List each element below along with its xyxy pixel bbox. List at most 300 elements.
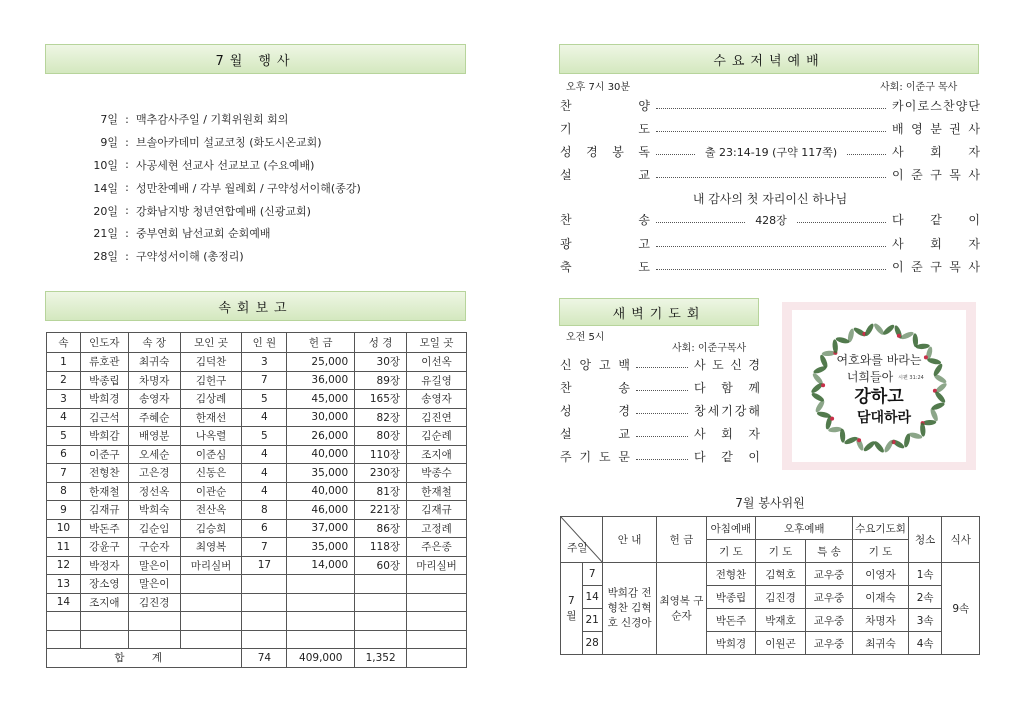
service-value-char: 사 xyxy=(968,168,980,182)
volunteer-clean: 1속 xyxy=(908,563,942,586)
wreath-leaf xyxy=(814,399,826,414)
table-cell: 조지애 xyxy=(407,445,467,464)
dawn-value xyxy=(694,425,760,442)
report-banner xyxy=(45,291,466,321)
table-cell: 이선옥 xyxy=(407,353,467,372)
art-ref: 시편 31:24 xyxy=(898,375,924,381)
dawn-value xyxy=(694,448,760,465)
wreath-image xyxy=(792,310,966,462)
event-text: 브솔아카데미 설교코칭 (화도시온교회) xyxy=(136,136,322,150)
sermon-title: 내 감사의 첫 자리이신 하나님 xyxy=(692,192,848,206)
total-label: 합 계 xyxy=(47,649,242,668)
table-cell: 7 xyxy=(242,371,287,390)
table-cell: 김승희 xyxy=(180,519,242,538)
table-cell: 최영복 xyxy=(180,538,242,557)
service-value-char: 이 xyxy=(892,168,904,182)
service-label-char: 기 xyxy=(560,122,572,136)
report-header-cell: 속 xyxy=(47,333,81,353)
total-offering: 409,000 xyxy=(287,649,355,668)
table-cell: 30장 xyxy=(355,353,407,372)
total-empty xyxy=(407,649,467,668)
table-cell: 송영자 xyxy=(128,390,180,409)
service-value-char: 회 xyxy=(930,236,942,251)
table-cell: 4 xyxy=(47,408,81,427)
table-cell: 주혜순 xyxy=(128,408,180,427)
table-cell: 박희감 xyxy=(80,427,128,446)
event-separator: : xyxy=(125,249,129,263)
volunteer-afternoon: 이원곤 xyxy=(756,632,805,655)
wreath-leaf xyxy=(843,435,858,445)
event-item xyxy=(78,176,478,199)
table-cell: 말은이 xyxy=(128,556,180,575)
volunteer-special: 교우중 xyxy=(805,563,852,586)
leader-dots xyxy=(656,246,886,247)
wednesday-prayer-header: 수요기도회 xyxy=(853,517,909,540)
table-row xyxy=(47,630,467,649)
table-cell: 박정자 xyxy=(80,556,128,575)
table-cell: 김순임 xyxy=(128,519,180,538)
guide-header: 안 내 xyxy=(602,517,657,563)
art-line3: 강하고 xyxy=(854,387,904,407)
event-day: 9일 xyxy=(100,136,118,150)
service-label-char: 도 xyxy=(638,260,650,274)
table-cell: 12 xyxy=(47,556,81,575)
dawn-value xyxy=(694,356,760,373)
table-cell: 주은종 xyxy=(407,538,467,557)
service-label-char: 설 xyxy=(560,168,572,182)
table-cell: 나옥렬 xyxy=(180,427,242,446)
week-header-label: 주일 xyxy=(567,542,588,554)
service-label-char: 찬 xyxy=(560,99,572,113)
table-cell: 5 xyxy=(47,427,81,446)
table-cell: 45,000 xyxy=(287,390,355,409)
dawn-value-char: 강 xyxy=(734,403,747,418)
dawn-value-char: 기 xyxy=(721,403,733,418)
table-cell: 8 xyxy=(47,482,81,501)
leader-dots xyxy=(636,436,688,437)
service-value-char: 준 xyxy=(911,168,923,182)
event-separator: : xyxy=(125,135,129,149)
dawn-label xyxy=(560,379,630,396)
dawn-item xyxy=(560,353,760,375)
artwork-frame xyxy=(792,310,966,462)
dawn-value-char: 해 xyxy=(748,403,760,418)
table-cell: 26,000 xyxy=(287,427,355,446)
wednesday-prayer-sub: 기 도 xyxy=(853,540,909,563)
leader-dots xyxy=(636,390,688,391)
event-item xyxy=(78,199,478,222)
table-cell: 김순례 xyxy=(407,427,467,446)
art-line4: 담대하라 xyxy=(856,410,912,426)
wednesday-banner xyxy=(559,44,979,74)
table-cell: 고은경 xyxy=(128,464,180,483)
table-row xyxy=(561,563,980,586)
dawn-label xyxy=(560,402,630,419)
table-cell: 박종립 xyxy=(80,371,128,390)
report-header-row xyxy=(47,333,467,353)
table-cell: 3 xyxy=(242,353,287,372)
service-value-char: 구 xyxy=(930,260,942,274)
table-cell xyxy=(355,575,407,594)
event-text: 사공세현 선교사 선교보고 (수요예배) xyxy=(136,158,315,172)
table-cell xyxy=(287,593,355,612)
table-cell xyxy=(128,630,180,649)
meal-header: 식사 xyxy=(942,517,980,563)
service-value-char: 회 xyxy=(930,145,942,159)
wreath-leaf xyxy=(835,336,850,344)
service-label xyxy=(560,120,650,137)
service-value-char: 사 xyxy=(968,260,980,274)
wreath-berry xyxy=(924,355,928,359)
event-day: 7일 xyxy=(100,113,118,127)
event-separator: : xyxy=(125,158,129,172)
dawn-value-char: 이 xyxy=(748,449,760,464)
table-cell: 118장 xyxy=(355,538,407,557)
table-cell: 오세순 xyxy=(128,445,180,464)
table-cell: 박돈주 xyxy=(80,519,128,538)
event-item xyxy=(78,154,478,177)
table-cell: 6 xyxy=(242,519,287,538)
table-cell: 김진경 xyxy=(128,593,180,612)
wednesday-time: 오후 7시 30분 xyxy=(566,82,631,93)
leader-dots xyxy=(656,177,886,178)
afternoon-header: 오후예배 xyxy=(756,517,853,540)
service-value-char: 자 xyxy=(968,145,980,159)
cleaning-header: 청소 xyxy=(908,517,942,563)
table-row xyxy=(47,556,467,575)
table-cell xyxy=(80,630,128,649)
table-row xyxy=(47,593,467,612)
wreath-leaf xyxy=(811,372,824,386)
table-cell: 36,000 xyxy=(287,371,355,390)
service-label-char: 고 xyxy=(638,236,650,251)
table-cell: 110장 xyxy=(355,445,407,464)
dawn-label xyxy=(560,356,630,373)
event-day: 14일 xyxy=(93,181,118,195)
dawn-value-char: 세 xyxy=(707,403,720,418)
table-cell: 80장 xyxy=(355,427,407,446)
dawn-label-char: 설 xyxy=(560,426,572,441)
volunteer-wed: 차명자 xyxy=(853,609,909,632)
month-char: 월 xyxy=(566,609,577,622)
report-header-cell: 모인 곳 xyxy=(180,333,242,353)
leader-dots xyxy=(656,269,886,270)
service-value xyxy=(892,258,980,275)
table-cell: 고정례 xyxy=(407,519,467,538)
leader-dots xyxy=(656,131,886,132)
table-row xyxy=(47,501,467,520)
wreath-leaf xyxy=(810,391,825,403)
events-title: 7월 행사 xyxy=(215,53,296,69)
table-row xyxy=(47,353,467,372)
report-header-cell: 모일 곳 xyxy=(407,333,467,353)
dawn-label-char: 도 xyxy=(598,449,611,464)
service-value xyxy=(892,143,980,160)
table-cell: 김진연 xyxy=(407,408,467,427)
table-cell xyxy=(355,630,407,649)
wreath-berry xyxy=(830,417,834,421)
service-value-char: 로 xyxy=(917,99,930,113)
dawn-item xyxy=(560,445,760,467)
table-cell xyxy=(407,575,467,594)
table-cell: 최귀숙 xyxy=(128,353,180,372)
service-label-char: 양 xyxy=(638,99,650,113)
table-cell: 조지애 xyxy=(80,593,128,612)
event-item xyxy=(78,245,478,268)
dawn-value-char: 사 xyxy=(694,426,706,441)
table-cell: 81장 xyxy=(355,482,407,501)
dawn-value xyxy=(694,379,760,396)
service-value-char: 권 xyxy=(949,122,961,136)
service-value-char: 다 xyxy=(892,213,904,227)
volunteer-morning: 박돈주 xyxy=(706,609,756,632)
dawn-value-char: 께 xyxy=(748,380,760,395)
service-item xyxy=(560,140,980,163)
service-label-char: 성 xyxy=(560,145,572,159)
dawn-label xyxy=(560,448,630,465)
table-row xyxy=(47,482,467,501)
table-cell: 10 xyxy=(47,519,81,538)
table-cell: 이준심 xyxy=(180,445,242,464)
volunteer-afternoon: 김혁호 xyxy=(756,563,805,586)
service-label-char: 송 xyxy=(638,213,650,227)
event-text: 구약성서이해 (총정리) xyxy=(136,250,244,264)
service-value-char: 찬 xyxy=(942,99,955,113)
table-cell xyxy=(242,593,287,612)
wreath-leaf xyxy=(932,362,944,377)
event-text: 중부연회 남선교회 순회예배 xyxy=(136,227,271,241)
event-item xyxy=(78,108,478,131)
dawn-label-char: 주 xyxy=(560,449,572,464)
month-cell xyxy=(561,563,583,655)
service-detail: 출 23:14-19 (구약 117쪽) xyxy=(704,145,838,159)
service-item xyxy=(560,208,980,231)
volunteer-afternoon: 박재호 xyxy=(756,609,805,632)
service-label-char: 봉 xyxy=(612,145,624,159)
event-day: 28일 xyxy=(93,250,118,264)
event-day: 21일 xyxy=(93,227,118,241)
wreath-leaf xyxy=(863,322,875,337)
dawn-label-char: 찬 xyxy=(560,380,572,395)
table-cell: 김근석 xyxy=(80,408,128,427)
special-song-sub: 특 송 xyxy=(805,540,852,563)
table-row xyxy=(47,408,467,427)
table-cell: 4 xyxy=(242,464,287,483)
dawn-value-char: 함 xyxy=(721,380,733,395)
table-cell: 김덕찬 xyxy=(180,353,242,372)
table-cell: 8 xyxy=(242,501,287,520)
table-cell: 박희경 xyxy=(80,390,128,409)
table-cell: 6 xyxy=(47,445,81,464)
table-cell: 배영분 xyxy=(128,427,180,446)
service-detail: 428장 xyxy=(755,213,787,227)
dawn-host: 사회: 이준구목사 xyxy=(672,343,747,354)
table-row xyxy=(47,575,467,594)
table-cell: 신동은 xyxy=(180,464,242,483)
table-row xyxy=(47,445,467,464)
wednesday-title: 수요저녁예배 xyxy=(713,53,825,69)
service-label-char: 찬 xyxy=(560,213,572,227)
table-cell: 마리실버 xyxy=(407,556,467,575)
afternoon-prayer-sub: 기 도 xyxy=(756,540,805,563)
table-cell: 3 xyxy=(47,390,81,409)
report-header-cell: 성 경 xyxy=(355,333,407,353)
wreath-berry xyxy=(857,438,861,442)
dawn-label-char: 성 xyxy=(560,403,572,418)
table-cell xyxy=(180,630,242,649)
dawn-label-char: 백 xyxy=(618,357,630,372)
leader-dots xyxy=(656,154,695,155)
table-cell: 류호관 xyxy=(80,353,128,372)
table-cell xyxy=(242,612,287,631)
table-cell xyxy=(407,630,467,649)
volunteer-morning: 박종립 xyxy=(706,586,756,609)
morning-header: 아침예배 xyxy=(706,517,756,540)
table-cell: 송영자 xyxy=(407,390,467,409)
wreath-leaf xyxy=(900,330,915,340)
total-bible: 1,352 xyxy=(355,649,407,668)
dawn-item xyxy=(560,422,760,444)
dawn-label-char: 교 xyxy=(618,426,630,441)
event-separator: : xyxy=(125,226,129,240)
table-cell xyxy=(242,575,287,594)
leader-dots xyxy=(847,154,886,155)
service-value-char: 단 xyxy=(968,99,980,113)
table-cell: 35,000 xyxy=(287,464,355,483)
leader-dots xyxy=(656,108,886,109)
wednesday-host: 사회: 이준구 목사 xyxy=(880,82,958,93)
wreath-leaf xyxy=(882,323,896,336)
event-day: 10일 xyxy=(93,158,118,172)
table-row xyxy=(47,427,467,446)
day-cell: 14 xyxy=(582,586,602,609)
wreath-berry xyxy=(897,334,901,338)
service-item xyxy=(560,163,980,186)
volunteer-clean: 3속 xyxy=(908,609,942,632)
service-value-char: 이 xyxy=(892,260,904,274)
table-cell xyxy=(180,575,242,594)
table-cell: 박희숙 xyxy=(128,501,180,520)
table-cell xyxy=(80,612,128,631)
wreath-leaf xyxy=(883,439,895,454)
table-cell: 4 xyxy=(242,445,287,464)
dawn-value-char: 도 xyxy=(712,357,724,372)
table-cell: 89장 xyxy=(355,371,407,390)
table-cell xyxy=(287,630,355,649)
dawn-label-char: 송 xyxy=(618,380,630,395)
table-cell: 82장 xyxy=(355,408,407,427)
service-item xyxy=(560,255,980,278)
table-cell: 35,000 xyxy=(287,538,355,557)
wreath-leaf xyxy=(933,373,948,385)
service-label xyxy=(560,235,650,252)
service-value xyxy=(892,97,980,114)
table-cell xyxy=(47,612,81,631)
dawn-value-char: 사 xyxy=(694,357,706,372)
dawn-value-char: 다 xyxy=(694,449,706,464)
table-cell: 강윤구 xyxy=(80,538,128,557)
dawn-value-char: 자 xyxy=(748,426,760,441)
service-label-char: 경 xyxy=(586,145,598,159)
report-header-cell: 헌 금 xyxy=(287,333,355,353)
volunteer-special: 교우중 xyxy=(805,609,852,632)
service-item xyxy=(560,117,980,140)
art-line1: 여호와를 바라는 xyxy=(836,353,922,367)
event-item xyxy=(78,222,478,245)
volunteer-morning: 박희경 xyxy=(706,632,756,655)
table-cell: 전산옥 xyxy=(180,501,242,520)
table-cell xyxy=(407,612,467,631)
volunteer-special: 교우중 xyxy=(805,586,852,609)
volunteer-wed: 이영자 xyxy=(853,563,909,586)
volunteer-clean: 4속 xyxy=(908,632,942,655)
volunteers-title: 7월 봉사위원 xyxy=(735,496,805,510)
report-total-row xyxy=(47,649,467,668)
wreath-artwork xyxy=(782,302,976,470)
dawn-label-char: 신 xyxy=(560,357,572,372)
table-cell: 2 xyxy=(47,371,81,390)
dawn-value-char: 창 xyxy=(694,403,706,418)
day-cell: 21 xyxy=(582,609,602,632)
leader-dots xyxy=(636,413,688,414)
dawn-label-char: 문 xyxy=(618,449,630,464)
service-value-char: 이 xyxy=(904,99,917,113)
table-cell: 5 xyxy=(242,390,287,409)
event-text: 성만찬예배 / 각부 월례회 / 구약성서이해(종강) xyxy=(136,181,361,195)
dawn-item xyxy=(560,399,760,421)
table-row xyxy=(47,612,467,631)
table-cell: 4 xyxy=(242,408,287,427)
event-text: 맥추감사주일 / 기획위원회 회의 xyxy=(136,113,289,127)
volunteer-clean: 2속 xyxy=(908,586,942,609)
table-cell: 4 xyxy=(242,482,287,501)
table-cell: 한재철 xyxy=(407,482,467,501)
dawn-label-char: 고 xyxy=(598,357,611,372)
table-cell: 구순자 xyxy=(128,538,180,557)
event-separator: : xyxy=(125,112,129,126)
service-item xyxy=(560,94,980,117)
total-count: 74 xyxy=(242,649,287,668)
service-value-char: 사 xyxy=(892,236,904,251)
offering-header: 헌 금 xyxy=(657,517,706,563)
table-cell: 1 xyxy=(47,353,81,372)
table-cell: 40,000 xyxy=(287,445,355,464)
leader-dots xyxy=(636,459,688,460)
table-cell: 차명자 xyxy=(128,371,180,390)
table-cell: 40,000 xyxy=(287,482,355,501)
table-cell: 이관순 xyxy=(180,482,242,501)
table-cell: 유길영 xyxy=(407,371,467,390)
morning-prayer-sub: 기 도 xyxy=(706,540,756,563)
events-list xyxy=(78,108,478,268)
events-banner xyxy=(45,44,466,74)
dawn-value-char: 다 xyxy=(694,380,706,395)
table-row xyxy=(47,538,467,557)
table-cell: 9 xyxy=(47,501,81,520)
service-value-char: 자 xyxy=(968,236,980,251)
table-cell: 165장 xyxy=(355,390,407,409)
report-title: 속회보고 xyxy=(218,300,293,316)
table-cell: 마리실버 xyxy=(180,556,242,575)
table-cell: 25,000 xyxy=(287,353,355,372)
table-cell xyxy=(355,612,407,631)
table-cell: 한재철 xyxy=(80,482,128,501)
table-cell: 장소영 xyxy=(80,575,128,594)
table-cell xyxy=(407,593,467,612)
day-cell: 28 xyxy=(582,632,602,655)
service-value-char: 카 xyxy=(892,99,904,113)
leader-dots xyxy=(656,222,745,223)
